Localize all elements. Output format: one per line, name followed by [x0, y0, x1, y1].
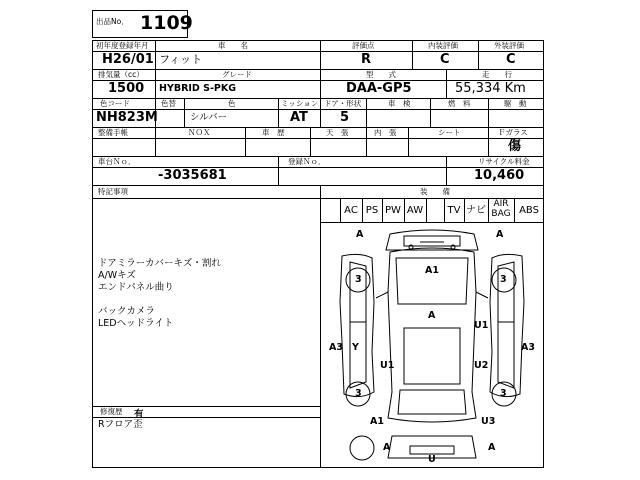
label-inspection: 車 検: [388, 99, 411, 108]
label-nox: ＮＯＸ: [188, 128, 211, 137]
label-displacement: 排気量（cc）: [98, 70, 144, 79]
label-recycle-fee: リサイクル料金: [478, 157, 530, 166]
damage-mark: U: [428, 454, 436, 465]
damage-mark: 3: [500, 388, 507, 399]
label-color: 色: [228, 99, 236, 108]
label-model: 型 式: [366, 70, 396, 79]
mileage-value: 55,334 Km: [455, 81, 526, 96]
damage-mark: 3: [500, 274, 507, 285]
color-value: シルバー: [190, 112, 228, 123]
equipment-ps: PS: [365, 205, 379, 216]
front-view: [386, 230, 478, 250]
label-notes: 特記事項: [98, 187, 128, 196]
mission-value: AT: [290, 110, 308, 125]
label-ceiling: 天 張: [326, 128, 349, 137]
label-color-change: 色替: [161, 99, 176, 108]
note-line: ドアミラーカバーキズ・割れ: [98, 258, 221, 269]
damage-mark: A: [356, 229, 364, 240]
door-value: 5: [340, 110, 350, 125]
model-value: DAA-GP5: [346, 81, 412, 96]
car-name-value: フィット: [159, 53, 203, 66]
damage-mark: U3: [481, 416, 496, 427]
damage-mark: A: [383, 442, 391, 453]
note-line: A/Wキズ: [98, 270, 136, 281]
chassis-no-value: -3035681: [158, 168, 227, 183]
damage-mark: 3: [355, 274, 362, 285]
damage-mark: A: [428, 310, 436, 321]
displacement-value: 1500: [108, 81, 145, 96]
equipment-pw: PW: [385, 205, 401, 216]
label-exterior-grade: 外装評価: [494, 41, 524, 50]
right-side-view: [490, 254, 524, 396]
label-first-registration: 初年度登録年月: [96, 41, 149, 50]
equipment-abs: ABS: [519, 205, 539, 216]
label-grade: グレード: [222, 70, 252, 79]
note-line: バックカメラ: [98, 306, 156, 317]
note-line: エンドパネル曲り: [98, 282, 174, 293]
color-code-value: NH823M: [96, 110, 158, 125]
equipment-airbag: AIR BAG: [491, 199, 511, 219]
damage-mark: U2: [474, 360, 489, 371]
notes-list: [98, 258, 221, 330]
damage-mark: A: [496, 229, 504, 240]
repair-note: Rフロア歪: [98, 419, 143, 430]
label-repair-history: 修復歴: [100, 407, 123, 416]
repair-history-value: 有: [134, 409, 144, 420]
label-interior-grade: 内装評価: [428, 41, 458, 50]
damage-mark: A3: [329, 342, 343, 353]
damage-mark: U1: [380, 360, 395, 371]
damage-mark: A: [488, 442, 496, 453]
equipment-tv: TV: [447, 205, 461, 216]
label-registration-no: 登録Ｎｏ．: [288, 157, 326, 166]
spare-wheel: [350, 436, 374, 460]
note-line: [98, 294, 221, 306]
equipment-aw: AW: [406, 205, 424, 216]
label-drive: 駆 動: [504, 99, 527, 108]
label-chassis-no: 車台Ｎｏ．: [98, 157, 136, 166]
equipment-navi: ナビ: [466, 205, 486, 216]
equipment-ac: AC: [344, 205, 358, 216]
label-car-history: 車 歴: [262, 128, 285, 137]
score-value: R: [361, 52, 372, 67]
damage-mark: Y: [352, 342, 359, 353]
interior-grade-value: C: [440, 52, 450, 67]
label-maintenance-book: 整備手帳: [98, 128, 128, 137]
first-registration-value: H26/01: [102, 52, 154, 67]
exterior-grade-value: C: [506, 52, 516, 67]
label-car-name: 車 名: [218, 41, 248, 50]
front-glass-value: 傷: [508, 139, 522, 154]
damage-mark: U1: [474, 320, 489, 331]
label-fuel: 燃 料: [448, 99, 471, 108]
label-mileage: 走 行: [482, 70, 512, 79]
label-door-shape: ドア・形状: [324, 99, 362, 108]
label-interior-trim: 内 張: [374, 128, 397, 137]
grade-value: HYBRID S-PKG: [159, 83, 237, 94]
label-mission: ミッション: [281, 99, 319, 108]
label-seat: シート: [438, 128, 461, 137]
label-color-code: 色コード: [100, 99, 130, 108]
damage-mark: 3: [355, 388, 362, 399]
note-line: LEDヘッドライト: [98, 318, 174, 329]
damage-mark: A1: [370, 416, 384, 427]
recycle-fee-value: 10,460: [474, 168, 525, 183]
label-front-glass: Ｆガラス: [498, 128, 528, 137]
damage-mark: A1: [425, 265, 439, 276]
label-equipment: 装 備: [420, 187, 450, 196]
label-score: 評価点: [352, 41, 375, 50]
damage-mark: A3: [521, 342, 535, 353]
lot-label: 出品No．: [96, 17, 129, 26]
lot-number: 1109: [140, 12, 193, 34]
